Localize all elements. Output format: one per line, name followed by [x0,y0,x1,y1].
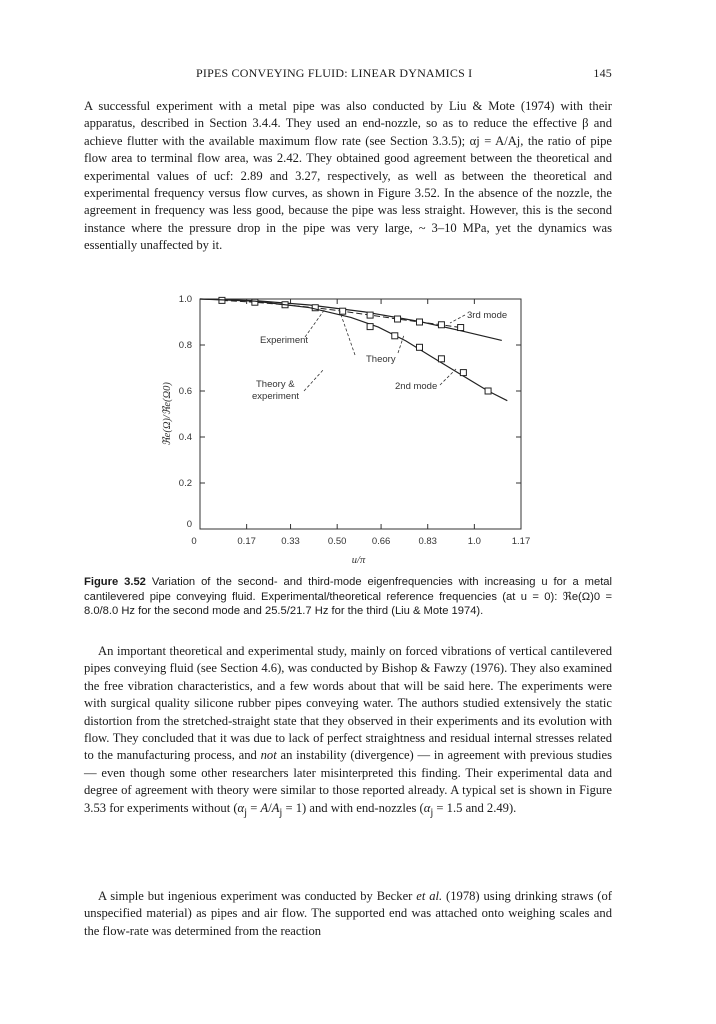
x-tick-label: 0.17 [237,536,256,547]
leader-theory-exp [304,369,324,391]
data-point-square [416,344,422,350]
annotation-2nd-mode: 2nd mode [395,381,438,392]
paragraph-3: A simple but ingenious experiment was conducted by Becker et al. (1978) using drinking straws (of unspecified material) as pipes and air flow. The supported end was attached onto weighing scales and the flow-rate was determined from the reaction [84,889,612,938]
y-tick-label: 0 [186,519,192,530]
x-tick-label: 0.33 [281,536,300,547]
x-tick-label: 0 [191,536,197,547]
x-tick-label: 0.83 [418,536,437,547]
y-tick-label: 0.2 [178,478,192,489]
y-tick-label: 0.4 [178,432,192,443]
annotation-theory: Theory [366,354,396,365]
figure-label: Figure 3.52 [84,576,146,588]
y-axis-title: ℜe(Ω)/ℜe(Ω0) [162,382,173,446]
leader-3rd-mode [450,315,465,323]
running-head-title: PIPES CONVEYING FLUID: LINEAR DYNAMICS I [196,66,473,80]
data-point-square [395,316,401,322]
figure-caption-text: Variation of the second- and third-mode eigenfrequencies with increasing u for a metal cantilevered pipe conveying fluid. Experimental/theoretical reference frequencies (at u = 0): ℜe(Ω)0 = 8.0/8.0 Hz for the second mode and 25.5/21.7 Hz for the third (Liu & Mote 1974). [84,576,613,618]
series-line-2 [200,299,507,401]
y-tick-label: 0.8 [178,340,192,351]
figure-3-52 [140,285,550,570]
paragraph-2: An important theoretical and experimental study, mainly on forced vibrations of vertical cantilevered pipes conveying fluid (see Section 4.6), was conducted by Bishop & Fawzy (1976). They also examined the free vibration characteristics, and a few words about that will be said here. The experiments were with surgical quality silicone rubber pipes conveying water. The authors studied extensively the static distortion from the stretched-straight state that they observed in their experiments and its evolution with flow. They concluded that it was due to lack of perfect straightness and residual internal stresses related to the manufacturing process, and not an instability (divergence) — in agreement with previous studies — even though some other researchers later misinterpreted this finding. Their experimental data and degree of agreement with theory were similar to those reported already. A typical set is shown in Figure 3.53 for experiments without $(\alpha_j = A/A_j = 1)$ and with end-nozzles ($\alpha_j = 1.5$ and 2.49). [84,644,612,819]
annotation-theory-exp-line1: Theory & [256,379,295,390]
y-tick-label: 0.6 [178,386,192,397]
data-point-square [367,312,373,318]
annotation-experiment: Experiment [260,335,309,346]
data-point-square [252,299,258,305]
data-point-square [458,325,464,331]
annotation-theory-exp-line2: experiment [252,391,299,402]
figure-caption [84,575,612,619]
data-point-square [438,356,444,362]
x-axis-title: u/π [351,555,366,566]
frequency-chart [140,285,550,570]
data-point-square [485,388,491,394]
x-tick-label: 0.66 [371,536,391,547]
data-point-square [367,324,373,330]
x-tick-label: 0.50 [327,536,347,547]
annotation-3rd-mode: 3rd mode [467,310,508,321]
leader-2nd-mode [440,369,456,385]
data-point-square [460,370,466,376]
data-point-square [438,322,444,328]
y-tick-label: 1.0 [178,294,192,305]
page-number: 145 [593,66,612,80]
running-head [100,66,612,82]
series-line-0 [200,299,502,340]
leader-experiment [305,309,325,337]
data-point-square [416,319,422,325]
x-tick-label: 1.17 [511,536,531,547]
data-point-square [392,333,398,339]
paragraph-1: A successful experiment with a metal pipe was also conducted by Liu & Mote (1974) with their apparatus, described in Section 3.4.4. They used an end-nozzle, so as to reduce the effective β and achieve flutter with the available maximum flow rate (see Section 3.3.5); αj = A/Aj, the ratio of pipe flow area to terminal flow area, was 2.42. They obtained good agreement between the theoretical and experimental values of ucf: 2.89 and 3.27, respectively, as well as between the theoretical and experimental frequency versus flow curves, as shown in Figure 3.52. In the absence of the nozzle, the agreement in frequency was less good, because the pipe was less straight. However, this is the second instance where the pressure drop in the pipe was very large, ~ 3–10 MPa, yet the dynamics was essentially unaffected by it. [84,99,612,253]
x-tick-label: 1.0 [467,536,481,547]
data-point-square [340,308,346,314]
